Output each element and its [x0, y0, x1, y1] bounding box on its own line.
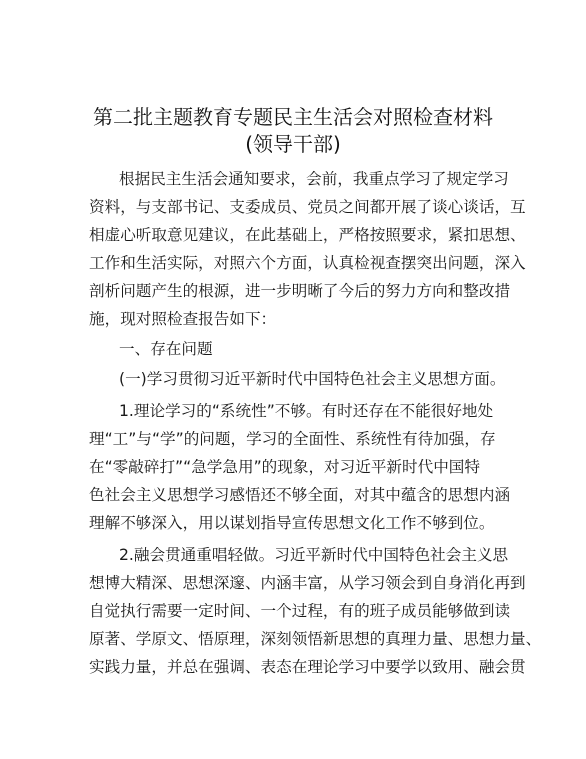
item-2-line: 自觉执行需要一定时间、一个过程，有的班子成员能够做到读	[89, 602, 511, 620]
intro-paragraph-line: 工作和生活实际，对照六个方面，认真检视查摆突出问题，深入	[89, 254, 526, 272]
section-heading: 一、存在问题	[119, 340, 213, 358]
intro-paragraph-line: 施，现对照检查报告如下：	[89, 310, 277, 328]
document-subtitle: (领导干部)	[245, 132, 341, 156]
item-2-line: 原著、学原文、悟原理，深刻领悟新思想的真理力量、思想力量、	[89, 630, 542, 648]
intro-paragraph-line: 相虚心听取意见建议，在此基础上，严格按照要求，紧扣思想、	[89, 226, 526, 244]
item-1-line: 在“零敲碎打”“急学急用”的现象，对习近平新时代中国特	[89, 458, 480, 476]
item-2-line: 2.融会贯通重唱轻做。习近平新时代中国特色社会主义思	[119, 546, 509, 564]
intro-paragraph-line: 资料，与支部书记、支委成员、党员之间都开展了谈心谈话，互	[89, 198, 526, 216]
subsection-heading: (一)学习贯彻习近平新时代中国特色社会主义思想方面。	[119, 370, 506, 388]
item-2-line: 想博大精深、思想深邃、内涵丰富，从学习领会到自身消化再到	[89, 574, 526, 592]
item-1-line: 理解不够深入，用以谋划指导宣传思想文化工作不够到位。	[89, 514, 495, 532]
item-2-line: 实践力量，并总在强调、表态在理论学习中要学以致用、融会贯	[89, 658, 526, 676]
item-1-line: 1.理论学习的“系统性”不够。有时还存在不能很好地处	[119, 402, 494, 420]
item-1-line: 色社会主义思想学习感悟还不够全面，对其中蕴含的思想内涵	[89, 486, 511, 504]
intro-paragraph-line: 根据民主生活会通知要求，会前，我重点学习了规定学习	[119, 170, 509, 188]
item-1-line: 理“工”与“学”的问题，学习的全面性、系统性有待加强，存	[89, 430, 496, 448]
intro-paragraph-line: 剖析问题产生的根源，进一步明晰了今后的努力方向和整改措	[89, 282, 511, 300]
document-title: 第二批主题教育专题民主生活会对照检查材料	[93, 105, 493, 129]
